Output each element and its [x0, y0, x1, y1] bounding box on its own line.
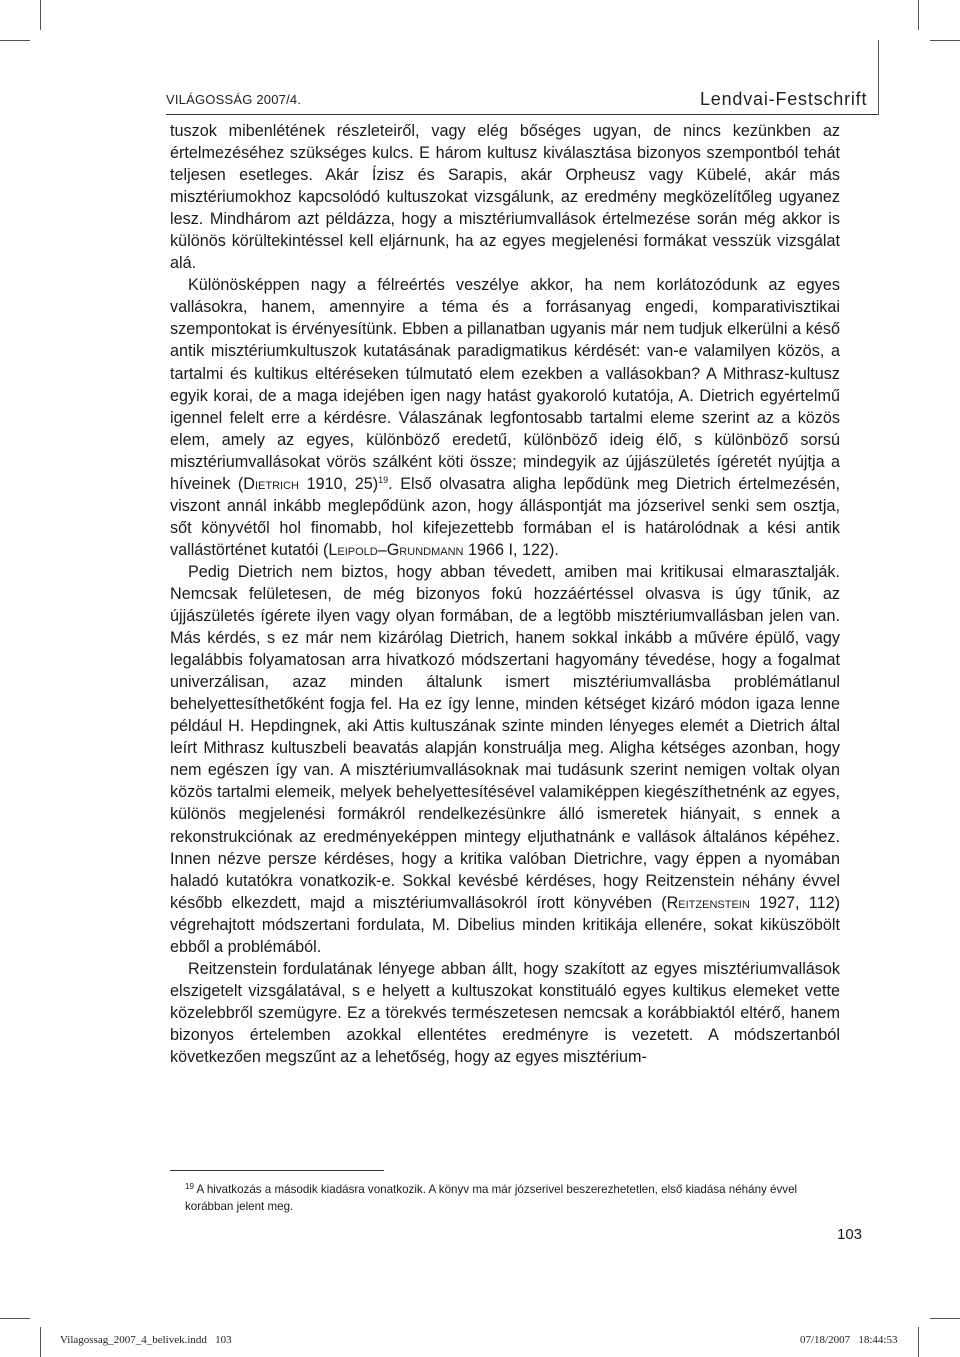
footnote-text: A hivatkozás a második kiadásra vonatkozik. A könyv ma már józserivel beszerezhetetlen, első kiadása néhány évvel korábban jelent meg. — [185, 1183, 798, 1213]
footnote-rule — [170, 1170, 384, 1171]
crop-mark — [918, 1327, 919, 1357]
crop-mark — [40, 1327, 41, 1357]
page-number: 103 — [837, 1226, 863, 1243]
running-header-section: Lendvai-Festschrift — [700, 89, 868, 109]
paragraph: tuszok mibenlétének részleteiről, vagy elég bőséges ugyan, de nincs kezünkben az értelmezéséhez szükséges kulcs. E három kultusz kiválasztása bizonyos szempontból tehát teljesen esetleges. Akár Ízisz és Sarapis, akár Orpheusz vagy Kübelé, akár más misztériumokhoz kapcsolódó kultuszokat vizsgálunk, az eredmény megközelítőleg ugyanez lesz. Mindhárom azt példázza, hogy a misztériumvallások értelmezése során még akkor is különös körültekintéssel kell eljárnunk, ha az egyes megjelenési formákat vesszük vizsgálat alá. — [170, 122, 840, 273]
citation-author: Leipold–Grundmann — [328, 540, 464, 559]
footnote-number: 19 — [185, 1182, 194, 1191]
crop-mark — [0, 1318, 30, 1319]
paragraph: Különösképpen nagy a félreértés veszélye akkor, ha nem korlátozódunk az egyes vallásokra, hanem, amennyire a téma és a forrásanyag engedi, komparativisztikai szempontokat is érvényesítünk. Ebben a pillanatban ugyanis már nem tudjuk elkerülni a késő antik misztériumkultuszok kutatásának paradigmatikus kérdését: van-e valamilyen közös, a tartalmi és kultikus eltéréseken túlmutató elem ezekben a vallásokban? A Mithrasz-kultusz egyik korai, de a maga idejében igen nagy hatást gyakoroló kutatója, A. Dietrich egyértelmű igennel felelt erre a kérdésre. Válaszának legfontosabb tartalmi eleme szerint az a közös elem, amely az egyes, különböző eredetű, különböző ideig élő, s különböző sorsú misztériumvallásokat vörös szálként köti össze; mindegyik az újjászületés ígéretét nyújtja a híveinek (Dietrich 1910, 25)$^{19}$. Első olvasatra aligha lepődünk meg Dietrich értelmezésén, viszont annál inkább meglepődünk azon, hogy álláspontját ma józserivel senki sem osztja, sőt könyvétől hol finomabb, hol kifejezettebb formában el is határolódnak a kési antik vallástörténet kutatói (Leipold–Grundmann 1966 I, 122). — [170, 276, 840, 559]
paragraph: Pedig Dietrich nem biztos, hogy abban tévedett, amiben mai kritikusai elmarasztalják. Nemcsak felületesen, de még bizonyos fokú hozzáértéssel olvasva is úgy tűnik, az újjászületés ígérete ilyen vagy olyan formában, de a legtöbb misztériumvallásban jelen van. Más kérdés, s ez már nem kizárólag Dietrich, hanem sokkal inkább a művére épülő, vagy legalábbis folyamatosan arra hivatkozó módszertani hagyomány tévedése, hogy a fogalmat univerzálisan, azaz minden általunk ismert misztériumvallásba problémátlanul behelyettesíthetőként fogja fel. Ha ez így lenne, minden kétséget kizáró módon igaza lenne például H. Hepdingnek, aki Attis kultuszának szinte minden lényeges elemét a Dietrich által leírt Mithrasz kultuszbeli beavatás alapján konstruálja meg. Aligha kétséges azonban, hogy nem egészen így van. A misztériumvallásoknak mai tudásunk szerint nemigen voltak olyan közös tartalmi elemeik, melyek behelyettesítésével valamiképpen kiegészíthetnénk az egyes, különös megjelenési formákról rendelkezésünkre álló ismeretek hiányait, s ennek a rekonstrukciónak az eredményeképpen mintegy eljuthatnánk e vallások általános képéhez. Innen nézve persze kérdéses, hogy a kritika valóban Dietrichre, vagy éppen a nyomában haladó kutatókra vonatkozik-e. Sokkal kevésbé kérdéses, hogy Reitzenstein néhány évvel később elkezdett, majd a misztériumvallásokról írott könyvében (Reitzenstein 1927, 112) végrehajtott módszertani fordulata, M. Dibelius minden kritikája ellenére, sokat kiküszöbölt ebből a problémából. — [170, 562, 840, 956]
footnote — [185, 1181, 840, 1215]
citation-author: Dietrich — [243, 474, 299, 493]
crop-mark — [930, 40, 960, 41]
crop-mark — [40, 0, 41, 30]
body-text — [170, 120, 840, 1068]
crop-mark — [878, 40, 879, 115]
footnote-reference[interactable]: 19 — [378, 474, 389, 485]
crop-mark — [0, 40, 30, 41]
crop-mark — [930, 1318, 960, 1319]
paragraph: Reitzenstein fordulatának lényege abban állt, hogy szakított az egyes misztériumvallások elszigetelt vizsgálatával, s e helyett a kultuszokat konstituáló egyes kultikus elemeket vette közelebbről szemügyre. Ez a törekvés természetesen nemcsak a korábbiaktól eltérő, hanem bizonyos értelemben azokkal ellentétes eredményre is vezetett. A módszertanból következően megszűnt az a lehetőség, hogy az egyes misztérium- — [170, 959, 840, 1066]
crop-mark — [918, 0, 919, 30]
slug-filename: Vilagossag_2007_4_belivek.indd 103 — [60, 1334, 232, 1346]
citation-author: Reitzenstein — [666, 893, 750, 912]
slug-timestamp: 07/18/2007 18:44:53 — [800, 1334, 898, 1346]
header-rule — [166, 114, 878, 115]
running-header-journal: VILÁGOSSÁG 2007/4. — [166, 92, 302, 107]
